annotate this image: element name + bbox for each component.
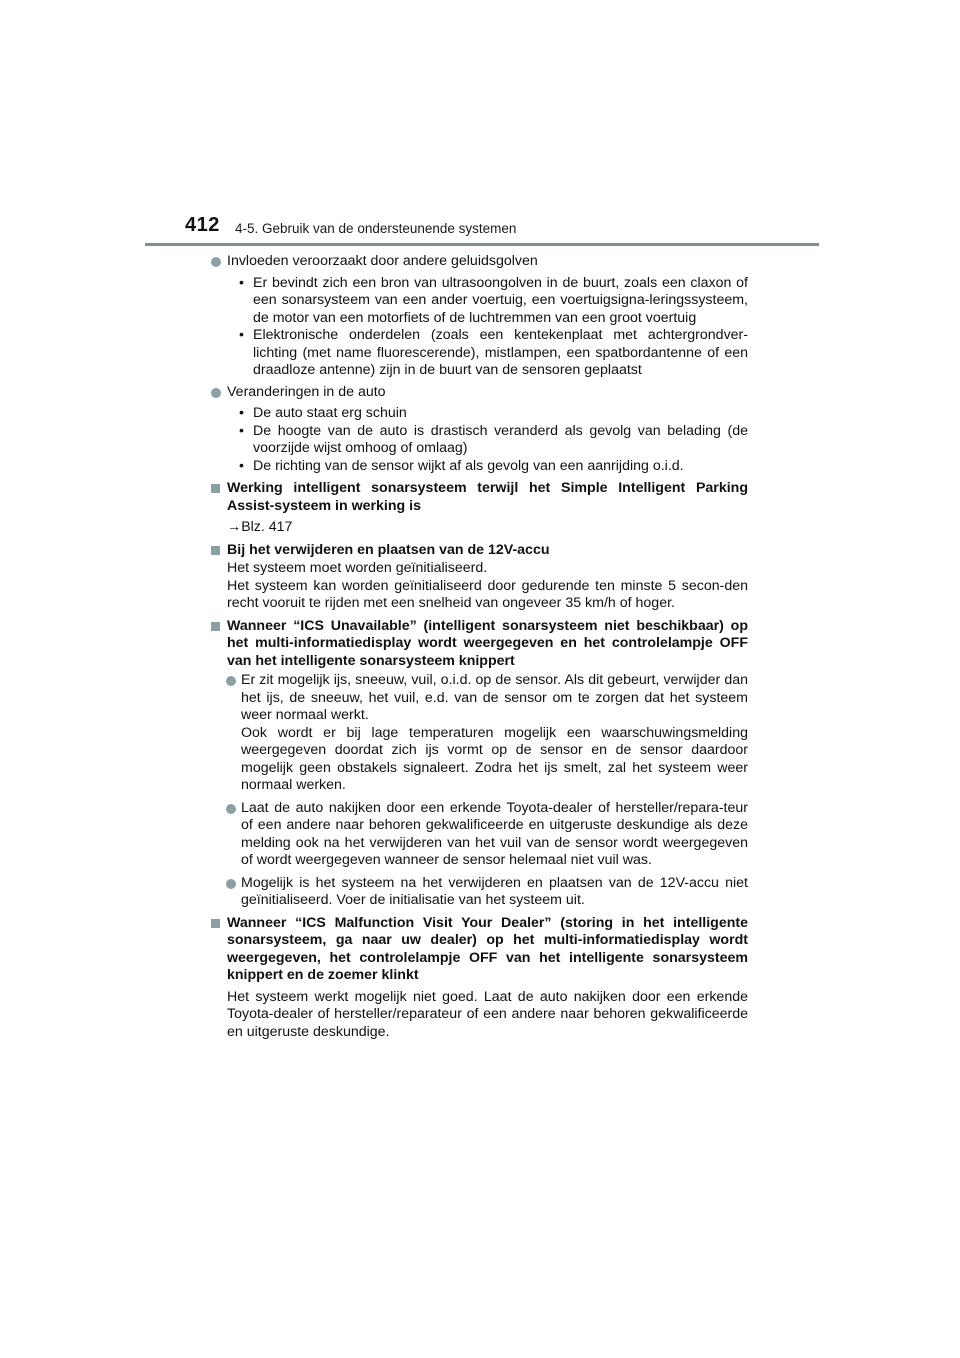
bullet-circle-icon	[211, 257, 221, 267]
bullet-dealer-check	[211, 800, 748, 870]
heading-ics-unavailable	[211, 618, 748, 671]
bullet-paragraph: Ook wordt er bij lage temperaturen mogelijk een waarschuwingsmelding weergegeven doordat zich ijs vormt op de sensor en de sensor daardoor mogelijk geen obstakels signaleert. Zodra het ijs smelt, zal het systeem weer normaal werken.	[241, 724, 748, 793]
sub-list-item: • De hoogte van de auto is drastisch veranderd als gevolg van belading (de voorzijde wijst omhoog of omlaag)	[239, 422, 748, 456]
paragraph	[211, 560, 748, 613]
sub-list	[211, 275, 748, 380]
bullet-title: Veranderingen in de auto	[227, 383, 386, 400]
bullet-circle-icon	[226, 804, 236, 814]
sub-bullet-dot: •	[239, 457, 244, 474]
heading-parking-assist	[211, 480, 748, 515]
sub-list-item: • De auto staat erg schuin	[239, 405, 407, 421]
bullet-circle-icon	[211, 388, 221, 398]
page-number: 412	[185, 214, 220, 236]
bullet-title: Invloeden veroorzaakt door andere geluidsgolven	[227, 253, 538, 269]
header-divider	[145, 243, 819, 246]
heading-title: Wanneer “ICS Unavailable” (intelligent sonarsysteem niet beschikbaar) op het multi-informatiedisplay wordt weergegeven en het controlelampje OFF van het intelligente sonarsysteem knippert	[227, 617, 748, 669]
heading-square-icon	[211, 622, 220, 631]
heading-title: Werking intelligent sonarsysteem terwijl het Simple Intelligent Parking Assist-systeem in werking is	[227, 480, 748, 514]
sub-bullet-dot: •	[239, 274, 244, 291]
heading-title: Wanneer “ICS Malfunction Visit Your Dealer” (storing in het intelligente sonarsysteem, ga naar uw dealer) op het multi-informatiedisplay wordt weergegeven, het controlelampje OFF van het intelligente sonarsysteem knippert en de zoemer klinkt	[227, 914, 748, 983]
bullet-initialisation	[211, 875, 748, 910]
bullet-vehicle-changes	[211, 384, 748, 402]
bullet-paragraph: Er zit mogelijk ijs, sneeuw, vuil, o.i.d. op de sensor. Als dit gebeurt, verwijder dan het ijs, de sneeuw, het vuil, e.d. van de sensor om te zorgen dat het systeem weer normaal werkt.	[241, 672, 748, 723]
heading-ics-malfunction	[211, 915, 748, 985]
bullet-paragraph: Laat de auto nakijken door een erkende Toyota-dealer of hersteller/repara-teur of een andere naar behoren gekwalificeerde en uitgeruste deskundige als deze melding ook na het verwijderen van het vuil van de sensor wordt weergegeven of wordt weergegeven wanneer de sensor helemaal niet vuil was.	[241, 799, 748, 868]
page-content	[211, 253, 748, 1041]
paragraph: Het systeem werkt mogelijk niet goed. Laat de auto nakijken door een erkende Toyota-dealer of hersteller/reparateur of een andere naar behoren gekwalificeerde en uitgeruste deskundige.	[227, 988, 748, 1040]
bullet-circle-icon	[226, 676, 236, 686]
heading-square-icon	[211, 546, 220, 555]
bullet-paragraph: Mogelijk is het systeem na het verwijderen en plaatsen van de 12V-accu niet geïnitialiseerd. Voer de initialisatie van het systeem uit.	[241, 874, 748, 908]
section-title: 4-5. Gebruik van de ondersteunende systemen	[235, 221, 517, 236]
sub-list	[211, 405, 748, 475]
heading-square-icon	[211, 919, 220, 928]
heading-square-icon	[211, 484, 220, 493]
sub-bullet-dot: •	[239, 422, 244, 439]
bullet-sensor-dirt	[211, 672, 748, 795]
paragraph-line: Het systeem kan worden geïnitialiseerd door gedurende ten minste 5 secon-den recht vooruit te rijden met een snelheid van ongeveer 35 km/h of hoger.	[227, 577, 748, 611]
sub-list-item: • Elektronische onderdelen (zoals een kentekenplaat met achtergrondver-lichting (met name fluorescerende), mistlampen, een spatbordantenne of een draadloze antenne) zijn in de buurt van de sensoren geplaatst	[239, 327, 748, 378]
sub-bullet-dot: •	[239, 405, 244, 421]
sub-list-item: • Er bevindt zich een bron van ultrasoongolven in de buurt, zoals een claxon of een sonarsysteem van een ander voertuig, een voertuigsigna-leringssysteem, de motor van een motorfiets of de luchtremmen van een groot voertuig	[239, 274, 748, 326]
heading-battery	[211, 542, 748, 560]
sub-list-item: • De richting van de sensor wijkt af als gevolg van een aanrijding o.i.d.	[239, 457, 684, 474]
bullet-circle-icon	[226, 879, 236, 889]
heading-title: Bij het verwijderen en plaatsen van de 12V-accu	[227, 541, 550, 558]
bullet-other-soundwaves	[211, 253, 748, 271]
paragraph-line: Het systeem moet worden geïnitialiseerd.	[227, 560, 488, 576]
page-reference: →Blz. 417	[227, 519, 293, 535]
sub-bullet-dot: •	[239, 327, 244, 343]
